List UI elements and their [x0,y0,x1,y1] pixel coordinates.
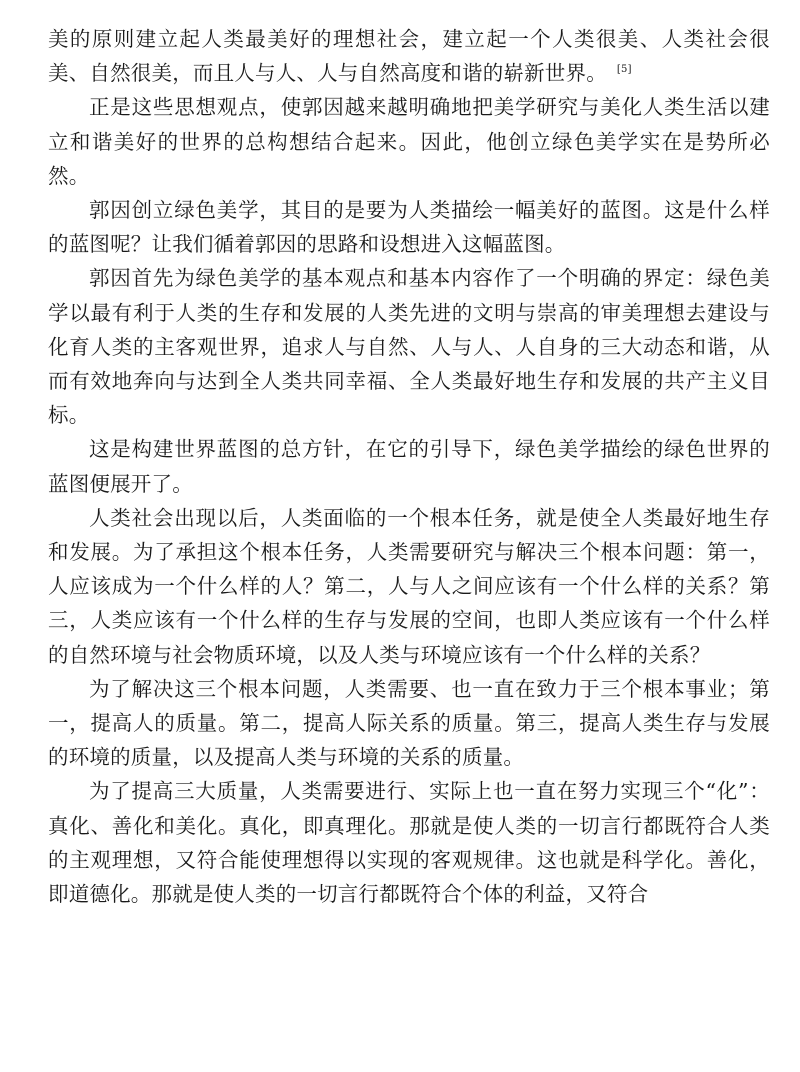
paragraph-3: 郭因创立绿色美学，其目的是要为人类描绘一幅美好的蓝图。这是什么样的蓝图呢？让我们循着郭因的思路和设想进入这幅蓝图。 [48,198,770,257]
paragraph-5: 这是构建世界蓝图的总方针，在它的引导下，绿色美学描绘的绿色世界的蓝图便展开了。 [48,437,770,496]
citation-marker: [5] [616,64,632,76]
paragraph-6: 人类社会出现以后，人类面临的一个根本任务，就是使全人类最好地生存和发展。为了承担这个根本任务，人类需要研究与解决三个根本问题：第一，人应该成为一个什么样的人？第二，人与人之间应该有一个什么样的关系？第三，人类应该有一个什么样的生存与发展的空间，也即人类应该有一个什么样的自然环境与社会物质环境，以及人类与环境应该有一个什么样的关系？ [48,505,770,667]
paragraph-4: 郭因首先为绿色美学的基本观点和基本内容作了一个明确的界定：绿色美学以最有利于人类的生存和发展的人类先进的文明与崇高的审美理想去建设与化育人类的主客观世界，追求人与自然、人与人、人自身的三大动态和谐，从而有效地奔向与达到全人类共同幸福、全人类最好地生存和发展的共产主义目标。 [48,266,770,428]
paragraph-1 [48,22,770,90]
paragraph-7: 为了解决这三个根本问题，人类需要、也一直在致力于三个根本事业；第一，提高人的质量。第二，提高人际关系的质量。第三，提高人类生存与发展的环境的质量，以及提高人类与环境的关系的质量。 [48,676,770,770]
paragraph-2: 正是这些思想观点，使郭因越来越明确地把美学研究与美化人类生活以建立和谐美好的世界的总构想结合起来。因此，他创立绿色美学实在是势所必然。 [48,95,770,188]
paragraph-1-text: 美的原则建立起人类最美好的理想社会，建立起一个人类很美、人类社会很美、自然很美，而且人与人、人与自然高度和谐的崭新世界。 [48,27,770,86]
paragraph-8: 为了提高三大质量，人类需要进行、实际上也一直在努力实现三个“化”：真化、善化和美化。真化，即真理化。那就是使人类的一切言行都既符合人类的主观理想，又符合能使理想得以实现的客观规律。这也就是科学化。善化，即道德化。那就是使人类的一切言行都既符合个体的利益，又符合 [48,779,770,907]
